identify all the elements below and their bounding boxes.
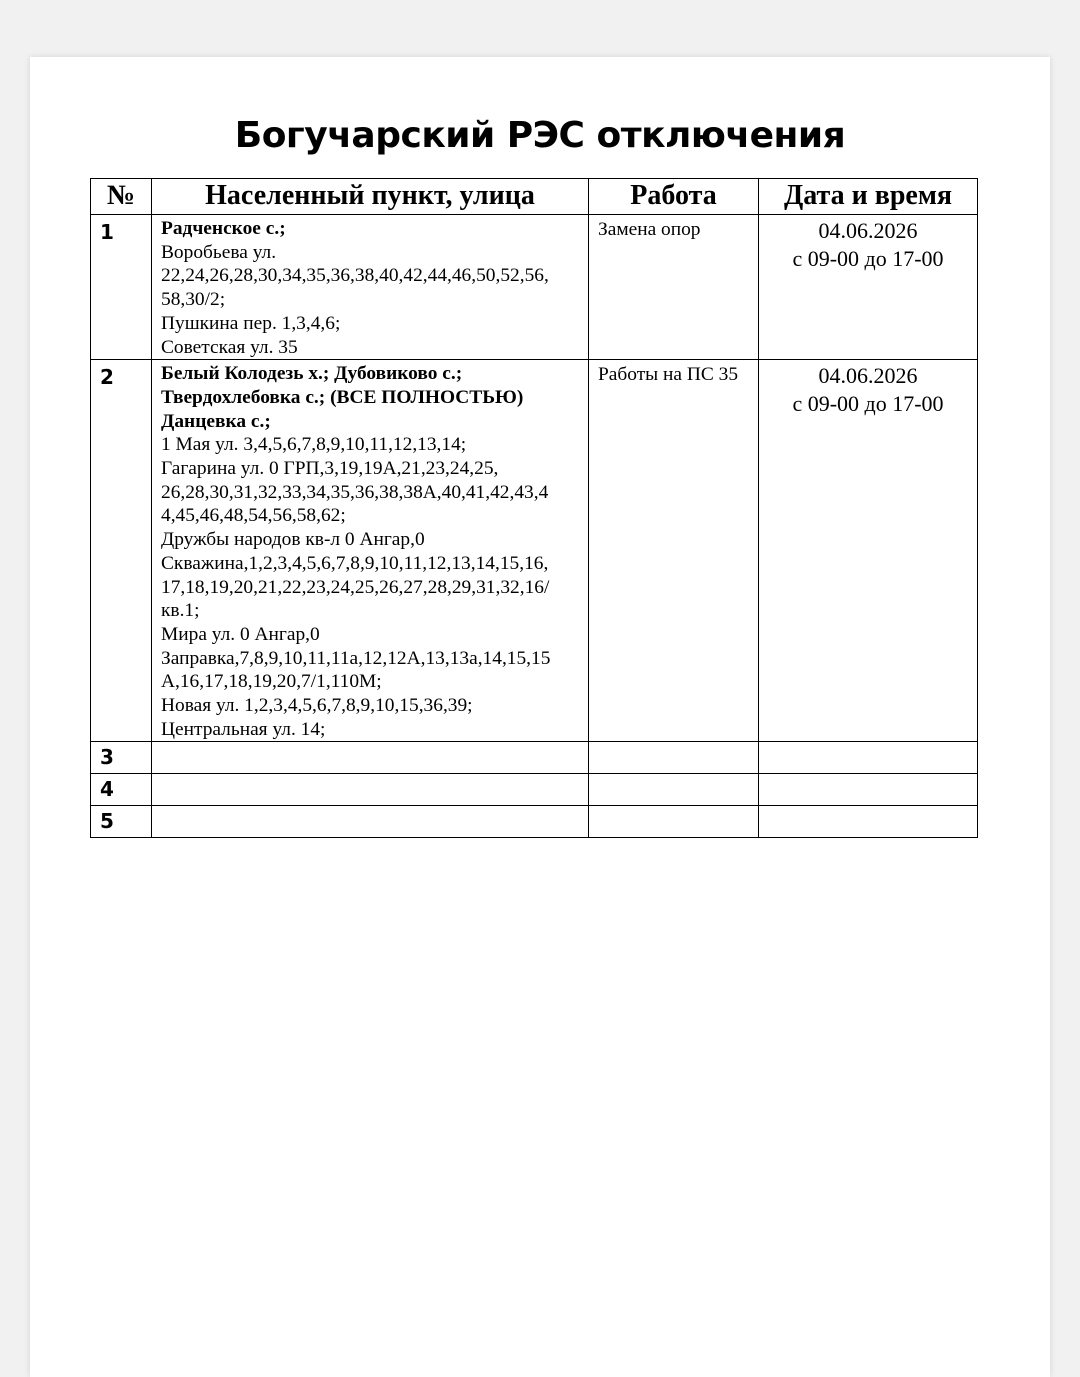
place-cell	[152, 360, 589, 742]
outages-table	[90, 178, 978, 838]
table-row	[91, 215, 978, 360]
outage-date: 04.06.2026	[818, 218, 918, 243]
outage-time: с 09-00 до 17-00	[792, 391, 944, 417]
place-cell	[152, 806, 589, 838]
place-settlement: Твердохлебовка с.; (ВСЕ ПОЛНОСТЬЮ)	[161, 386, 524, 408]
work-cell	[589, 742, 759, 774]
table-row	[91, 360, 978, 742]
row-number: 4	[91, 774, 152, 806]
place-street: Пушкина пер. 1,3,4,6;	[161, 312, 341, 334]
datetime-cell	[759, 742, 978, 774]
row-number: 1	[91, 215, 152, 360]
place-street: Гагарина ул. 0 ГРП,3,19,19А,21,23,24,25,	[161, 458, 499, 480]
place-street: Воробьева ул.	[161, 241, 277, 263]
place-street: Новая ул. 1,2,3,4,5,6,7,8,9,10,15,36,39;	[161, 695, 473, 717]
datetime-cell	[759, 774, 978, 806]
table-row	[91, 774, 978, 806]
table-row	[91, 806, 978, 838]
row-number: 3	[91, 742, 152, 774]
work-cell: Замена опор	[589, 215, 759, 360]
datetime-cell	[759, 215, 978, 360]
header-datetime: Дата и время	[759, 179, 978, 215]
row-number: 2	[91, 360, 152, 742]
row-number: 5	[91, 806, 152, 838]
datetime-cell	[759, 806, 978, 838]
place-street: Скважина,1,2,3,4,5,6,7,8,9,10,11,12,13,14,15,16,	[161, 552, 549, 574]
place-street: 26,28,30,31,32,33,34,35,36,38,38А,40,41,42,43,4	[161, 481, 549, 503]
place-street: 22,24,26,28,30,34,35,36,38,40,42,44,46,50,52,56,	[161, 265, 549, 287]
datetime-cell	[759, 360, 978, 742]
place-street: 4,45,46,48,54,56,58,62;	[161, 505, 346, 527]
place-street: 58,30/2;	[161, 289, 226, 311]
header-num: №	[91, 179, 152, 215]
place-settlement: Радченское с.;	[161, 218, 286, 239]
place-cell	[152, 742, 589, 774]
place-settlement: Данцевка с.;	[161, 410, 271, 432]
place-street: Советская ул. 35	[161, 336, 298, 358]
place-street: Заправка,7,8,9,10,11,11а,12,12А,13,13а,14,15,15	[161, 647, 551, 669]
table-row	[91, 742, 978, 774]
work-cell	[589, 806, 759, 838]
place-street: 1 Мая ул. 3,4,5,6,7,8,9,10,11,12,13,14;	[161, 434, 467, 456]
header-work: Работа	[589, 179, 759, 215]
outage-date: 04.06.2026	[818, 363, 918, 389]
work-cell: Работы на ПС 35	[589, 360, 759, 742]
work-cell	[589, 774, 759, 806]
place-settlement: Белый Колодезь х.; Дубовиково с.;	[161, 363, 463, 385]
header-place: Населенный пункт, улица	[152, 179, 589, 215]
place-street: кв.1;	[161, 600, 200, 622]
place-street: 17,18,19,20,21,22,23,24,25,26,27,28,29,31,32,16/	[161, 576, 550, 598]
outage-time: с 09-00 до 17-00	[792, 246, 944, 271]
place-cell	[152, 774, 589, 806]
place-street: Центральная ул. 14;	[161, 718, 326, 740]
table-header-row	[91, 179, 978, 215]
document-title: Богучарский РЭС отключения	[234, 115, 846, 156]
place-street: А,16,17,18,19,20,7/1,110М;	[161, 671, 382, 693]
place-street: Дружбы народов кв-л 0 Ангар,0	[161, 529, 425, 551]
place-cell	[152, 215, 589, 360]
place-street: Мира ул. 0 Ангар,0	[161, 623, 320, 645]
